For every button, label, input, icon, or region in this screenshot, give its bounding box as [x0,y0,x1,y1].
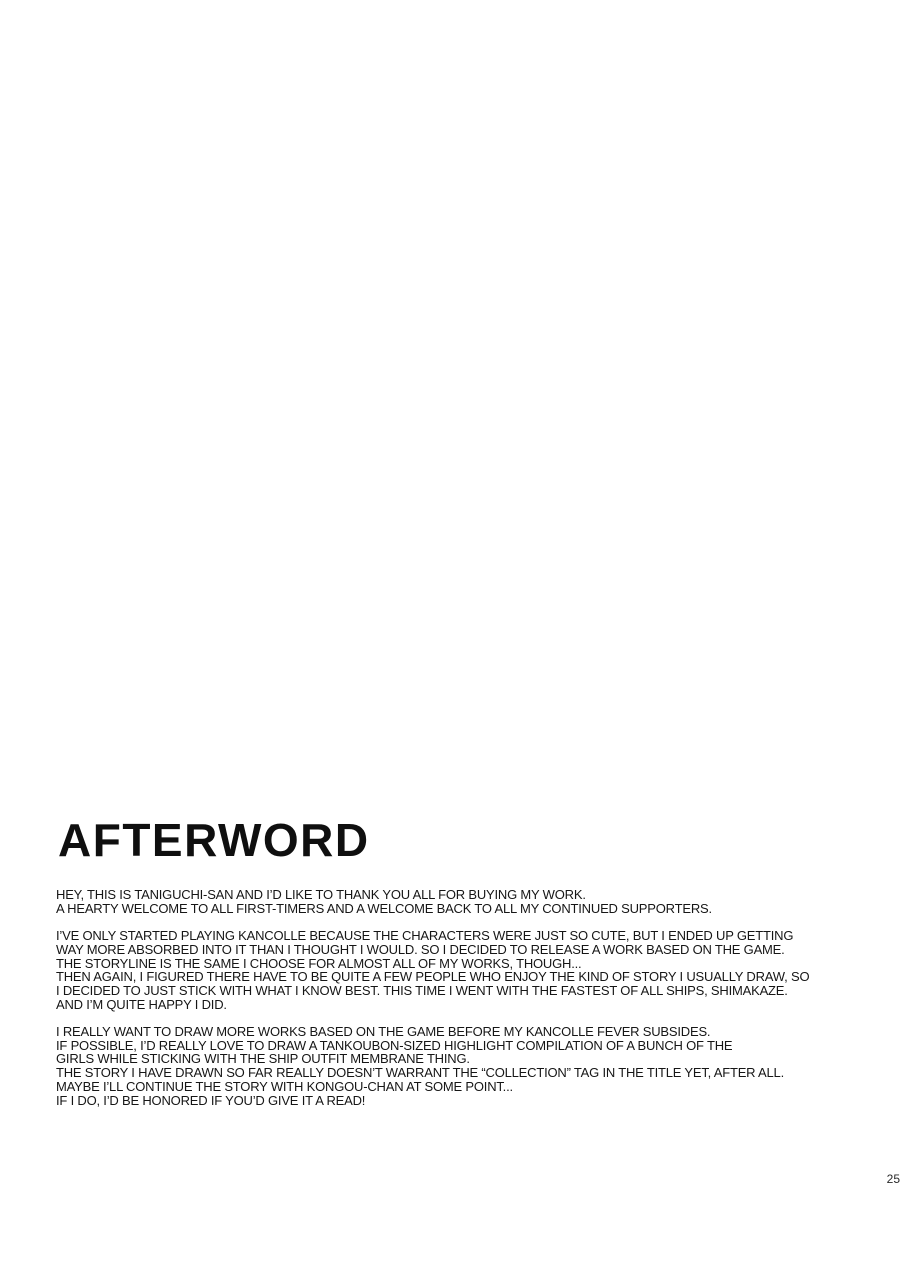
text-line: AND I’M QUITE HAPPY I DID. [56,996,227,1012]
afterword-text-block [56,888,886,1121]
text-line: A HEARTY WELCOME TO ALL FIRST-TIMERS AND A WELCOME BACK TO ALL MY CONTINUED SUPPORTERS. [56,900,712,916]
text-line: MAYBE I’LL CONTINUE THE STORY WITH KONGOU-CHAN AT SOME POINT... [56,1078,513,1094]
page-number: 25 [886,1172,900,1186]
text-line: I REALLY WANT TO DRAW MORE WORKS BASED ON THE GAME BEFORE MY KANCOLLE FEVER SUBSIDES. [56,1024,711,1039]
paragraph-future-plans [56,1025,886,1107]
page-title: AFTERWORD [58,814,370,866]
paragraph-greeting [56,888,886,915]
paragraph-kancolle-story [56,929,886,1011]
text-line: I’VE ONLY STARTED PLAYING KANCOLLE BECAUSE THE CHARACTERS WERE JUST SO CUTE, BUT I ENDED UP GETTING [56,928,794,944]
text-line: THE STORY I HAVE DRAWN SO FAR REALLY DOESN’T WARRANT THE “COLLECTION” TAG IN THE TITLE YET, AFTER ALL. [56,1065,784,1081]
text-line: IF POSSIBLE, I’D REALLY LOVE TO DRAW A TANKOUBON-SIZED HIGHLIGHT COMPILATION OF A BUNCH OF THE [56,1037,733,1053]
text-line: THE STORYLINE IS THE SAME I CHOOSE FOR ALMOST ALL OF MY WORKS, THOUGH... [56,955,582,971]
text-line: HEY, THIS IS TANIGUCHI-SAN AND I’D LIKE TO THANK YOU ALL FOR BUYING MY WORK. [56,887,586,902]
text-line: THEN AGAIN, I FIGURED THERE HAVE TO BE QUITE A FEW PEOPLE WHO ENJOY THE KIND OF STORY I USUALLY DRAW, SO [56,969,810,985]
text-line: IF I DO, I’D BE HONORED IF YOU’D GIVE IT A READ! [56,1092,366,1108]
text-line: I DECIDED TO JUST STICK WITH WHAT I KNOW BEST. THIS TIME I WENT WITH THE FASTEST OF ALL SHIPS, SHIMAKAZE. [56,982,788,998]
text-line: GIRLS WHILE STICKING WITH THE SHIP OUTFIT MEMBRANE THING. [56,1051,470,1067]
text-line: WAY MORE ABSORBED INTO IT THAN I THOUGHT I WOULD. SO I DECIDED TO RELEASE A WORK BASED ON THE GAME. [56,941,785,957]
